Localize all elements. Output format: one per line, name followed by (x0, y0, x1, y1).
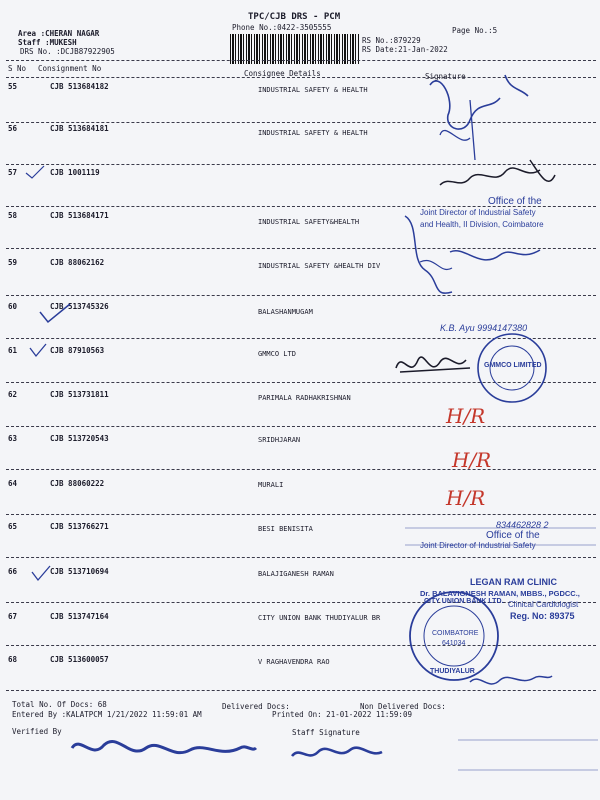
row-divider (6, 514, 596, 515)
rs-date: RS Date:21-Jan-2022 (362, 45, 448, 54)
signature-scribble (292, 748, 382, 756)
drs-number: DRS No. :DCJB87922905 (20, 47, 115, 56)
clinic-stamp-line: Clinical Cardiologist (508, 600, 579, 609)
row-number: 67 (8, 612, 18, 621)
total-docs: Total No. Of Docs: 68 (12, 700, 107, 709)
row-consignment: CJB 87910563 (50, 346, 105, 355)
row-divider (6, 122, 596, 123)
row-divider (6, 382, 596, 383)
staff-signature-label: Staff Signature (292, 728, 360, 737)
office-stamp-line: Joint Director of Industrial Safety (420, 541, 536, 550)
row-number: 64 (8, 479, 18, 488)
staff-label: Staff :MUKESH (18, 38, 77, 47)
row-consignee: GMMCO LTD (258, 350, 296, 358)
row-divider (6, 248, 596, 249)
row-consignee: BALASHANMUGAM (258, 308, 313, 316)
row-consignment: CJB 513720543 (50, 434, 109, 443)
note-phone: K.B. Ayu 9994147380 (440, 323, 528, 333)
column-consignee: Consignee Details (244, 69, 321, 78)
stamp-border (458, 740, 598, 770)
non-delivered-docs: Non Delivered Docs: (360, 702, 446, 711)
row-divider (6, 338, 596, 339)
row-divider (6, 645, 596, 646)
row-consignment: CJB 513766271 (50, 522, 109, 531)
area-label: Area :CHERAN NAGAR (18, 29, 100, 38)
row-number: 57 (8, 168, 18, 177)
handwritten-hr: H/R (452, 448, 492, 472)
signature-scribble (470, 676, 552, 684)
bank-seal-text: CITY UNION BANK LTD. (424, 598, 504, 605)
row-consignment: CJB 513600057 (50, 655, 109, 664)
entered-by: Entered By :KALATPCM 1/21/2022 11:59:01 AM (12, 710, 202, 719)
page-number: Page No.:5 (452, 26, 498, 35)
row-consignee: V RAGHAVENDRA RAO (258, 658, 330, 666)
row-divider (6, 164, 596, 165)
delivered-docs: Delivered Docs: (222, 702, 290, 711)
row-consignment: CJB 513745326 (50, 302, 109, 311)
row-consignment: CJB 1001119 (50, 168, 100, 177)
rs-number: RS No.:879229 (362, 36, 421, 45)
row-consignee: INDUSTRIAL SAFETY & HEALTH (258, 86, 368, 94)
row-consignee: BALAJIGANESH RAMAN (258, 570, 334, 578)
row-number: 66 (8, 567, 18, 576)
row-consignment: CJB 88062162 (50, 258, 105, 267)
clinic-stamp-name: LEGAN RAM CLINIC (470, 577, 557, 587)
row-divider (6, 295, 596, 296)
row-divider (6, 426, 596, 427)
office-stamp-title: Office of the (486, 530, 540, 541)
signature-scribble (72, 741, 256, 752)
row-number: 62 (8, 390, 18, 399)
tick-mark-icon (30, 344, 46, 356)
office-stamp-line: Joint Director of Industrial Safety (420, 208, 536, 217)
tick-mark-icon (26, 166, 44, 178)
row-number: 58 (8, 211, 18, 220)
column-consignment: Consignment No (38, 64, 102, 73)
row-consignee: PARIMALA RADHAKRISHNAN (258, 394, 351, 402)
row-divider (6, 469, 596, 470)
row-divider (6, 690, 596, 691)
note-phone: 834462828 2 (496, 520, 549, 530)
row-consignee: BESI BENISITA (258, 525, 313, 533)
clinic-stamp-line: Reg. No: 89375 (510, 611, 575, 621)
row-number: 60 (8, 302, 18, 311)
row-number: 56 (8, 124, 18, 133)
row-consignment: CJB 513684171 (50, 211, 109, 220)
signature-scribble (396, 357, 470, 372)
row-consignment: CJB 513731811 (50, 390, 109, 399)
row-number: 65 (8, 522, 18, 531)
document-title: TPC/CJB DRS - PCM (248, 12, 341, 22)
handwritten-hr: H/R (446, 486, 486, 510)
verified-by-label: Verified By (12, 727, 62, 736)
bank-seal-text: COIMBATORE (432, 630, 479, 637)
row-consignment: CJB 513747164 (50, 612, 109, 621)
bank-seal-text: 641034 (442, 640, 466, 647)
header-divider (6, 60, 596, 61)
row-consignee: SRIDHJARAN (258, 436, 301, 444)
bank-seal-text: THUDIYALUR (430, 668, 475, 675)
row-consignee: CITY UNION BANK THUDIYALUR BR (258, 614, 381, 622)
row-consignment: CJB 513684182 (50, 82, 109, 91)
office-stamp-line: and Health, II Division, Coimbatore (420, 220, 544, 229)
row-divider (6, 557, 596, 558)
row-consignment: CJB 88060222 (50, 479, 105, 488)
row-consignee: MURALI (258, 481, 284, 489)
office-stamp-title: Office of the (488, 196, 542, 207)
row-consignment: CJB 513710694 (50, 567, 109, 576)
phone-number: Phone No.:0422-3505555 (232, 23, 332, 32)
row-consignee: INDUSTRIAL SAFETY &HEALTH DIV (258, 262, 381, 270)
handwritten-hr: H/R (446, 404, 486, 428)
seal-text: GMMCO LIMITED (484, 362, 542, 369)
column-divider (6, 77, 596, 78)
row-number: 68 (8, 655, 18, 664)
row-consignee: INDUSTRIAL SAFETY&HEALTH (258, 218, 360, 226)
clinic-stamp-line: Dr. BALAVIGNESH RAMAN, MBBS., PGDCC., (420, 589, 580, 598)
tick-mark-icon (32, 566, 50, 580)
signature-scribble (420, 260, 452, 269)
row-consignment: CJB 513684181 (50, 124, 109, 133)
signature-scribble (430, 75, 528, 129)
row-consignee: INDUSTRIAL SAFETY & HEALTH (258, 129, 368, 137)
column-signature: Signature (425, 72, 466, 81)
row-number: 59 (8, 258, 18, 267)
signature-scribble (440, 100, 475, 160)
printed-on: Printed On: 21-01-2022 11:59:09 (272, 710, 412, 719)
row-number: 63 (8, 434, 18, 443)
column-s-no: S No (8, 64, 27, 73)
row-number: 55 (8, 82, 18, 91)
row-number: 61 (8, 346, 18, 355)
